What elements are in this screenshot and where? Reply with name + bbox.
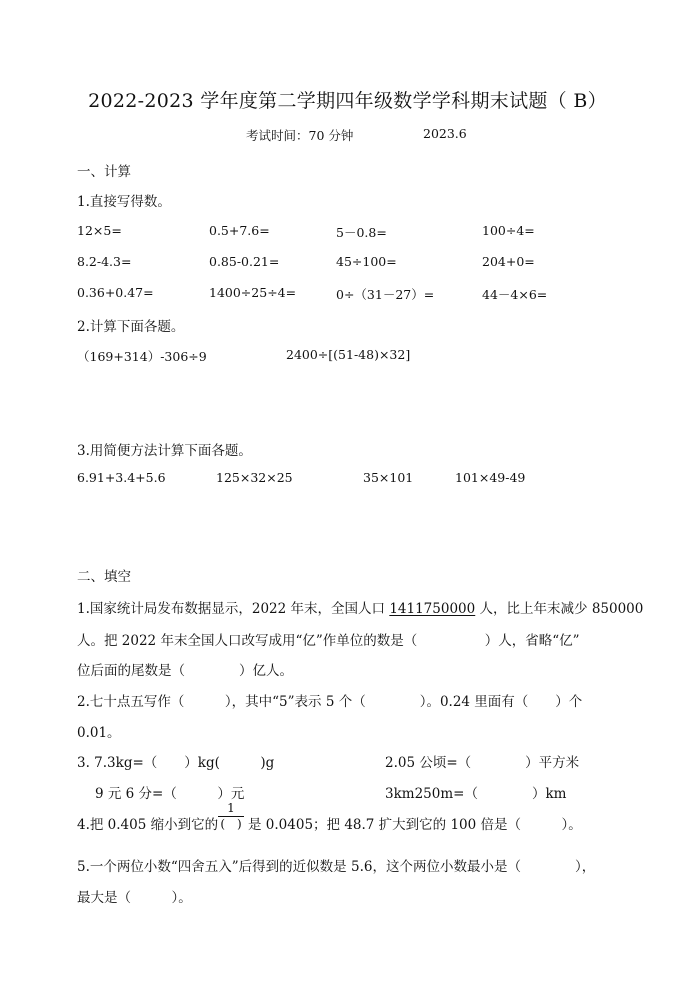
fill-q2-line1: 2.七十点五写作（ ），其中“5”表示 5 个（ ）。0.24 里面有（ ）个 — [77, 694, 583, 710]
calc-cell: 0.5+7.6= — [209, 223, 270, 238]
calc-item: 6.91+3.4+5.6 — [77, 470, 166, 485]
fill-q4-a: 4.把 0.405 缩小到它的 — [77, 817, 219, 833]
fraction-denominator: ( ) — [220, 817, 242, 831]
fill-q1-line1 — [77, 597, 643, 617]
calc-cell: 204+0= — [482, 254, 535, 269]
fill-q3-b: 2.05 公顷=（ ）平方米 — [385, 755, 580, 771]
section-2-heading: 二、填空 — [77, 569, 131, 585]
fill-q1-text: 1.国家统计局发布数据显示，2022 年末，全国人口 — [77, 601, 386, 617]
population-number: 1411750000 — [389, 601, 476, 617]
fill-q4-b: 是 0.0405；把 48.7 扩大到它的 100 倍是（ ）。 — [248, 817, 582, 833]
fill-q5-line2: 最大是（ ）。 — [77, 890, 192, 906]
calc-item: 2400÷[(51-48)×32] — [286, 347, 411, 362]
calc-item: 101×49-49 — [455, 470, 526, 485]
calc-cell: 1400÷25÷4= — [209, 285, 297, 300]
calc-item: 35×101 — [363, 470, 414, 485]
calc-cell: 0÷（31－27）= — [336, 287, 435, 302]
calc-cell: 100÷4= — [482, 223, 535, 238]
q1-label: 1.直接写得数。 — [77, 194, 171, 210]
calc-cell: 0.36+0.47= — [77, 285, 154, 300]
calc-item: （169+314）-306÷9 — [77, 349, 207, 364]
fill-q1-text-b: 人，比上年末减少 850000 — [479, 601, 644, 617]
fill-q3-c: 9 元 6 分=（ ）元 — [95, 786, 245, 802]
fill-q3-d: 3km250m=（ ）km — [385, 786, 567, 802]
calc-cell: 8.2-4.3= — [77, 254, 132, 269]
fill-q1-line2: 人。把 2022 年末全国人口改写成用“亿”作单位的数是（ ）人，省略“亿” — [77, 633, 580, 649]
fill-q1-line3: 位后面的尾数是（ ）亿人。 — [77, 663, 293, 679]
calc-item: 125×32×25 — [216, 470, 293, 485]
page-title: 2022-2023 学年度第二学期四年级数学学科期末试题（ B） — [88, 90, 607, 112]
calc-cell: 5－0.8= — [336, 225, 387, 240]
section-1-heading: 一、计算 — [77, 164, 131, 180]
q3-label: 3.用简便方法计算下面各题。 — [77, 443, 252, 459]
fill-q5-line1: 5.一个两位小数“四舍五入”后得到的近似数是 5.6，这个两位小数最小是（ ）， — [77, 859, 596, 875]
calc-cell: 44－4×6= — [482, 287, 548, 302]
fraction-numerator: 1 — [227, 801, 235, 815]
calc-cell: 45÷100= — [336, 254, 397, 269]
fill-q2-line2: 0.01。 — [77, 725, 121, 741]
exam-time: 考试时间：70 分钟 — [246, 128, 354, 143]
q2-label: 2.计算下面各题。 — [77, 319, 185, 335]
calc-cell: 12×5= — [77, 223, 122, 238]
exam-date: 2023.6 — [423, 126, 467, 141]
fill-q3-a: 3. 7.3kg=（ ）kg( )g — [77, 755, 275, 771]
fraction — [218, 802, 244, 831]
calc-cell: 0.85-0.21= — [209, 254, 280, 269]
